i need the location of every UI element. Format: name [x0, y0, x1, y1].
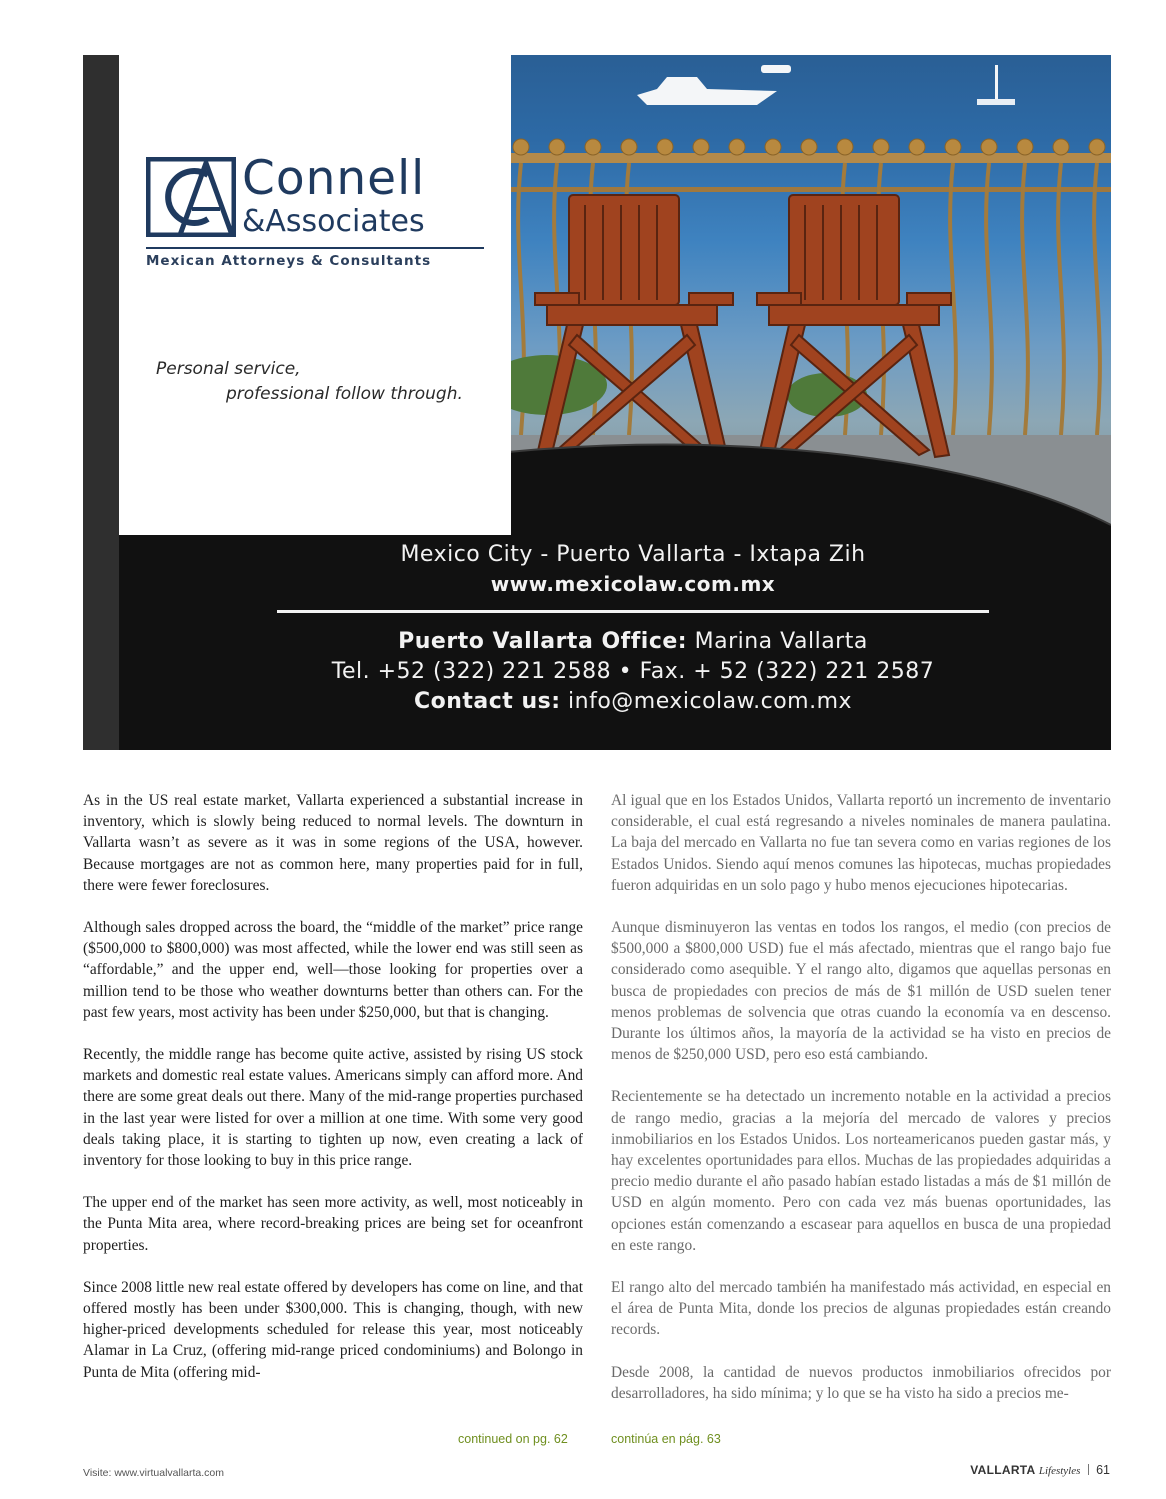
article-paragraph: Al igual que en los Estados Unidos, Vallarta reportó un incremento de inventario considerable, el cual está regresando a niveles nominales de manera paulatina. La baja del mercado en Vallarta no fue tan severa como en varias regiones de los Estados Unidos. Siendo aquí menos comunes las hipotecas, muchas propiedades fueron adquiridas en un solo pago y hubo menos ejecuciones hipotecarias.	[611, 792, 1111, 894]
ad-contact-block	[263, 540, 1003, 717]
contact-label: Contact us:	[413, 689, 561, 714]
article-column-spanish	[611, 790, 1111, 1425]
footer-visit-link[interactable]: Visite: www.virtualvallarta.com	[83, 1467, 225, 1479]
article-paragraph: Although sales dropped across the board, the “middle of the market” price range ($500,000 to $800,000) was most affected, while the lower end was still seen as “affordable,” and the upper end, well—those looking for properties over a million tend to be those who weather downturns better than others can. For the past few years, most activity has been under $250,000, but that is changing.	[83, 919, 583, 1021]
contact-divider	[277, 610, 989, 613]
page-number: 61	[1096, 1463, 1110, 1477]
magazine-subname: Lifestyles	[1038, 1465, 1081, 1477]
magazine-name: VALLARTA	[970, 1463, 1036, 1477]
article-paragraph: Since 2008 little new real estate offered by developers has come on line, and that offered mostly has been under $300,000. This is changing, though, with new higher-priced developments scheduled for release this year, most noticeably Alamar in La Cruz, (offering mid-range priced condominiums) and Bolongo in Punta de Mita (offering mid-	[83, 1278, 583, 1381]
article-paragraph: El rango alto del mercado también ha manifestado más actividad, en especial en el área de Punta Mita, donde los precios de algunas propiedades están creando records.	[611, 1279, 1111, 1339]
ad-white-panel	[119, 55, 511, 535]
article-paragraph: Aunque disminuyeron las ventas en todos los rangos, el medio (con precios de $500,000 a $800,000 USD) fue el más afectado, mientras que el rango bajo fue considerado como asequible. Y el rango alto, digamos que aquellas personas en busca de propiedades con precios de más de $1 millón de USD suelen tener menos problemas de solvencia que otras cuando la economía va en descenso. Durante los últimos años, la mayoría de la actividad se ha visto en precios de menos de $250,000 USD, pero eso está cambiando.	[611, 919, 1111, 1064]
office-cities: Mexico City - Puerto Vallarta - Ixtapa Zih	[400, 542, 866, 567]
ca-monogram-icon	[146, 157, 236, 237]
article-paragraph: Recently, the middle range has become quite active, assisted by rising US stock markets and domestic real estate values. Americans simply can afford more. And there are some great deals out there. Many of the mid-range properties purchased in the last year were listed for over a million at one time. With some very good deals taking place, it is starting to tighten up now, even creating a lack of inventory for those looking to buy in this price range.	[83, 1046, 583, 1170]
article-paragraph: Desde 2008, la cantidad de nuevos productos inmobiliarios ofrecidos por desarrolladores, ha sido mínima; y lo que se ha visto ha sido a precios me-	[611, 1363, 1111, 1402]
ad-website-link[interactable]: www.mexicolaw.com.mx	[490, 572, 776, 596]
footer-page-info	[970, 1463, 1110, 1477]
company-suffix: &Associates	[242, 204, 425, 239]
company-name: Connell	[242, 151, 426, 206]
article-paragraph: The upper end of the market has seen more activity, as well, most noticeably in the Punta Mita area, where record-breaking prices are being set for oceanfront properties.	[83, 1194, 583, 1254]
logo-divider	[146, 247, 484, 249]
company-subtitle: Mexican Attorneys & Consultants	[146, 253, 432, 269]
contact-email-link[interactable]: info@mexicolaw.com.mx	[568, 689, 853, 714]
contact-line	[263, 687, 1003, 717]
article-paragraph: Recientemente se ha detectado un incremento notable en la actividad a precios de rango medio, gracias a la mejoría del mercado de valores y precios inmobiliarios en los Estados Unidos. Los norteamericanos pueden gastar más, y hay excelentes oportunidades para ellos. Muchas de las propiedades adquiridas a precio medio durante el año pasado habían estado listadas a más de $1 millón de USD en algún momento. Pero con cada vez más buenas oportunidades, las opciones están comenzando a escasear para aquellos en busca de una propiedad en este rango.	[611, 1088, 1111, 1254]
tagline-line-2: professional follow through.	[226, 384, 463, 404]
continued-link-spanish[interactable]: continúa en pág. 63	[611, 1432, 721, 1446]
office-location: Marina Vallarta	[694, 629, 868, 654]
tagline-line-1: Personal service,	[156, 359, 301, 379]
office-line	[263, 627, 1003, 657]
continued-link-english[interactable]: continued on pg. 62	[458, 1432, 568, 1446]
article-column-english	[83, 790, 583, 1404]
article-paragraph: As in the US real estate market, Vallarta experienced a substantial increase in inventory, which is slowly being reduced to normal levels. The downturn in Vallarta wasn’t as severe as it was in some regions of the USA, however. Because mortgages are not as common here, many properties paid for in full, there were fewer foreclosures.	[83, 792, 583, 894]
connell-advertisement	[83, 55, 1111, 750]
footer-divider	[1088, 1464, 1089, 1475]
ad-tagline	[156, 357, 463, 407]
tel-fax-line: Tel. +52 (322) 221 2588 • Fax. + 52 (322) 221 2587	[331, 659, 935, 684]
office-label: Puerto Vallarta Office:	[398, 629, 688, 654]
connell-logo	[146, 151, 486, 277]
